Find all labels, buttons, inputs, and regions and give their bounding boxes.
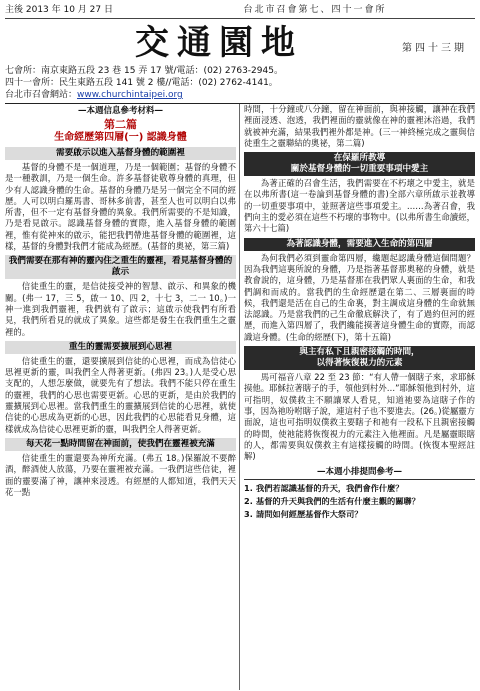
address-line-7: 七會所：南京東路五段 23 巷 15 弄 17 號/電話：(02) 2763-2945。	[5, 66, 283, 76]
section-heading-5-line2: 關於基督身體的一切重要事項中愛主	[290, 164, 429, 175]
paragraph: 時間，十分鐘或八分鐘，留在神面前，與神接觸，讓神在我們裡面浸透、泡透，我們裡面的靈就像在神的靈裡沐浴過，我們就被神充滿，結果我們裡外都是神。(三一神終極完成之靈與信徒重生之靈聯結的奧祕，第二篇)	[244, 104, 475, 148]
church-name: 台北市召會第七、四十一會所	[243, 5, 387, 15]
content-columns	[5, 104, 475, 690]
address-block	[5, 65, 475, 104]
section-heading-3: 重生的靈需要擴展到心思裡	[5, 341, 236, 354]
newsletter-page	[5, 4, 475, 683]
question-item	[244, 495, 475, 508]
question-number: 3.	[244, 509, 253, 520]
paragraph: 基督的身體不是一個道理，乃是一個範圍；基督的身體不是一種教訓，乃是一個生命。許多基督徒敬尊身體的真理，但少有人認識身體的生命。基督的身體乃是另一個完全不同的經歷。人可以明白羅馬書、哥林多前書，甚至人也可以明白以弗所書，但不一定有基督身體的異象。我們所需要的不是知識，乃是看見啟示。認識基督身體的實際，進入基督身體的範圍裡，惟有從神來的啟示，能把我們帶進基督身體的範圍裡，這樣，基督的身體對我們才能成為經歷。(基督的奧祕，第三篇)	[5, 162, 236, 252]
paragraph: 信徒重生的靈還要為神所充滿。(弗五 18。)保羅說不要醉酒，醉酒使人放蕩，乃要在靈裡被充滿。一我們這些信徒，裡面的靈要滿了神，讓神來浸透。有經歷的人都知道，我們天天花一點	[5, 452, 236, 497]
left-column	[5, 104, 240, 690]
paragraph: 信徒重生的靈，是信徒接受神的智慧、啟示、和異象的機關。(弗一 17，三 5，啟一 10、四 2，十七 3，二一 10。)一神一進到我們靈裡，我們就有了啟示；這啟示使我們有所看見，我們所看見的就成了異象。這些都是發生在我們重生之靈裡的。	[5, 281, 236, 337]
section-heading-5-line1: 在保羅所教導	[333, 153, 386, 164]
section-heading-7-line2: 以得著恢復視力的元素	[316, 358, 403, 369]
section-heading-7	[244, 346, 475, 370]
question-text: 請問如何經歷基督作大祭司？	[256, 509, 363, 520]
right-column	[240, 104, 475, 690]
question-number: 2.	[244, 496, 253, 507]
top-bar	[5, 4, 475, 19]
question-text: 我們若認識基督的升天，我們會作什麼？	[256, 483, 404, 494]
questions-divider	[244, 479, 475, 480]
paragraph: 為著正確的召會生活，我們需要在不朽壞之中愛主，就是在以弗所書(這一卷論到基督身體的書)全部六章所啟示並教導的一切重要事項中，並照著這些事項愛主。……為著召會，我們向主的愛必須在這些不朽壞的事物中。(以弗所書生命讀經，第六十七篇)	[244, 178, 475, 234]
issue-number: 第四十三期	[402, 43, 467, 54]
section-heading-5	[244, 152, 475, 176]
questions-title: —本週小排提問參考—	[316, 467, 402, 478]
issue-date: 主後 2013 年 10 月 27 日	[5, 5, 113, 15]
part-title: 第二篇	[104, 118, 137, 131]
address-line-41: 四十一會所：民生東路五段 141 號 2 樓//電話：(02) 2762-4141。	[5, 78, 278, 88]
section-heading-4: 每天花一點時間留在神面前，使我們在靈裡被充滿	[5, 438, 236, 451]
section-heading-7-line1: 與主有私下且親密接觸的時間，	[299, 347, 420, 358]
paragraph: 信徒重生的靈，還要擴展到信徒的心思裡，而成為信徒心思裡更新的靈，叫我們全人得著更新。(弗四 23。)人是受心思支配的，人想怎麼做，就要先有了想法。我們不能只停在重生的靈裡，我們的心思也需要更新。心思的更新，是由於我們的靈擴展到心思裡。當我們重生的靈擴展到信徒的心思裡，就使信徒的心思成為更新的心思，因此我們的心思能看見身體，這樣就成為信徒心思裡更新的靈，叫我們全人得著更新。	[5, 355, 236, 434]
section-heading-1: 需要啟示以進入基督身體的範圍裡	[5, 147, 236, 160]
question-text: 基督的升天與我們的生活有什麼主觀的關聯？	[256, 496, 420, 507]
reference-heading: —本週信息參考材料—	[77, 106, 163, 116]
question-item	[244, 482, 475, 495]
newsletter-title: 交通園地	[135, 23, 303, 63]
section-heading-6: 為著認識身體，需要進入生命的第四層	[244, 238, 475, 251]
website-label: 台北市召會網站：	[5, 90, 78, 100]
website-line	[5, 89, 475, 101]
website-link[interactable]: www.churchintaipei.org	[77, 90, 183, 100]
part-subtitle: 生命經歷第四層(一) 認識身體	[54, 132, 187, 143]
discussion-questions	[244, 466, 475, 521]
paragraph: 馬可福音八章 22 至 23 節：“有人帶一個瞎子來，求耶穌摸他。耶穌拉著瞎子的手，領他到村外…”耶穌領他到村外，這可指明，奴僕救主不願讓眾人看見，知道祂要為這瞎子作的事，因為祂吩咐瞎子說，連這村子也不要進去。(26。)從屬靈方面說，這也可指明奴僕救主要瞎子和祂有一段私下且親密接觸的時間，使祂能將恢復視力的元素注入他裡面。凡是屬靈眼瞎的人，都需要與奴僕救主有這樣接觸的時間。(恢復本聖經註解)	[244, 372, 475, 462]
question-number: 1.	[244, 483, 253, 494]
paragraph: 為何我們必須到靈命第四層，纔題起認識身體這個問題？因為我們這裏所說的身體，乃是指著基督那奧秘的身體，就是教會說的，這身體，乃是基督那在我們眾人裏面的生命，和我們調和而成的。當我們的生命經歷還在第二、三層裏面的時候，我們還是活在自己的生命裏，對主調成這身體的生命就無法認識。乃是當我們的己生命徹底解決了，有了過約但河的經歷，而進入第四層了，我們纔能摸著這身體生命的實際，而認識這身體。(生命的經歷(下)，第十五篇)	[244, 252, 475, 342]
question-item	[244, 508, 475, 521]
masthead	[5, 19, 475, 65]
section-heading-2: 我們需要在那有神的靈內住之重生的靈裡，看見基督身體的啟示	[5, 255, 236, 279]
